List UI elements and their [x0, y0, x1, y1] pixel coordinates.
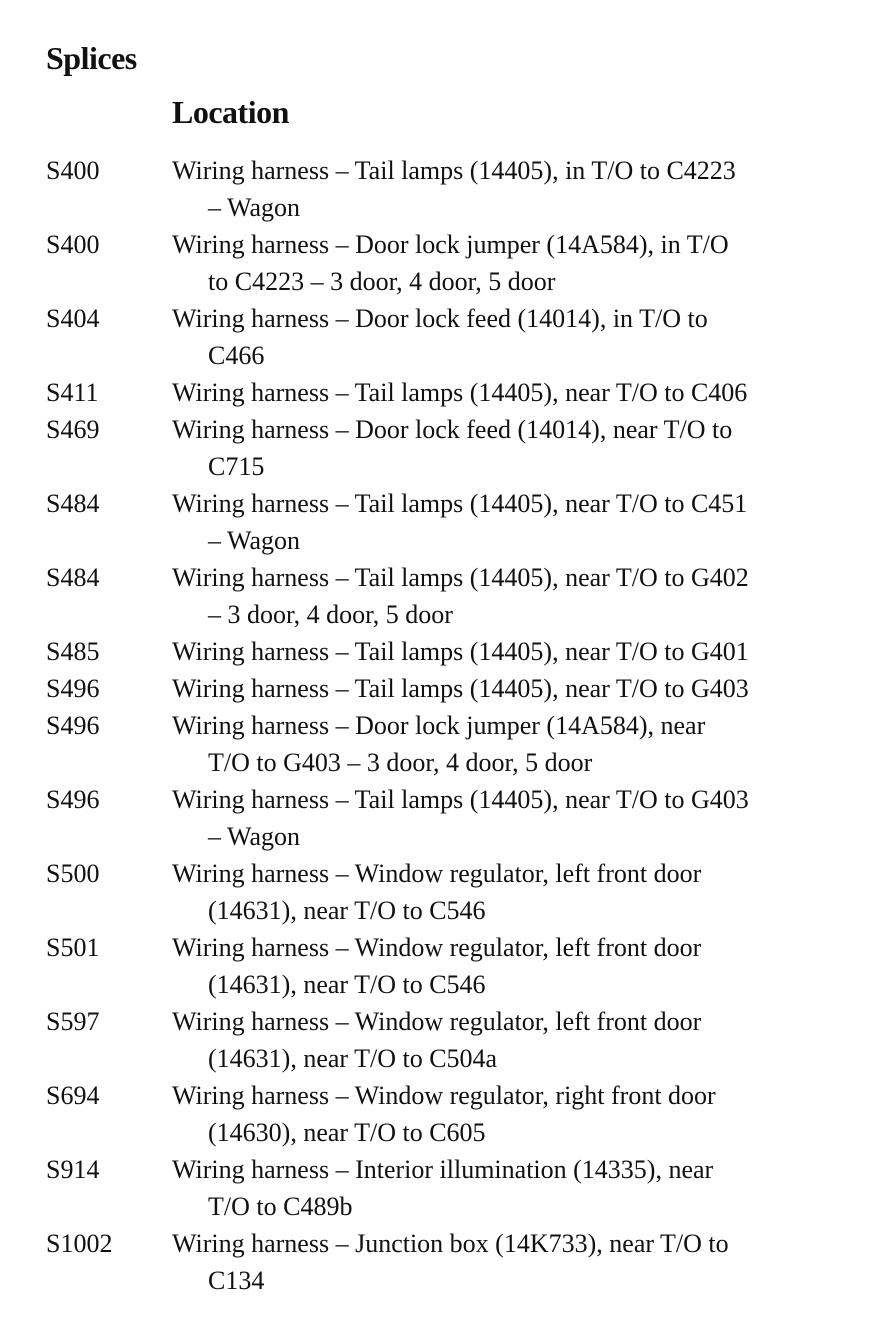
list-item [46, 485, 828, 559]
splice-location [172, 707, 828, 781]
splice-code: S400 [46, 230, 100, 259]
splice-code: S411 [46, 378, 99, 407]
splice-code: S694 [46, 1081, 100, 1110]
location-line-1: Wiring harness – Tail lamps (14405), in T/O to C4223 [172, 156, 736, 185]
splice-code: S485 [46, 637, 100, 666]
location-line-1: Wiring harness – Door lock feed (14014), near T/O to [172, 415, 733, 444]
location-line-1: Wiring harness – Tail lamps (14405), near T/O to C406 [172, 378, 748, 407]
splice-list [46, 152, 828, 1299]
splice-code: S500 [46, 859, 100, 888]
splice-location [172, 855, 828, 929]
splice-location [172, 670, 828, 707]
list-item [46, 300, 828, 374]
location-line-2: T/O to C489b [208, 1192, 353, 1221]
splice-code: S914 [46, 1155, 100, 1184]
splice-location [172, 374, 828, 411]
location-line-2: (14630), near T/O to C605 [208, 1118, 486, 1147]
splice-code: S501 [46, 933, 100, 962]
splice-location [172, 485, 828, 559]
list-item [46, 411, 828, 485]
location-line-1: Wiring harness – Window regulator, left front door [172, 933, 702, 962]
location-line-2: (14631), near T/O to C546 [208, 896, 486, 925]
splice-location [172, 559, 828, 633]
location-line-1: Wiring harness – Door lock feed (14014), in T/O to [172, 304, 708, 333]
location-line-1: Wiring harness – Junction box (14K733), near T/O to [172, 1229, 729, 1258]
list-item [46, 1225, 828, 1299]
list-item [46, 559, 828, 633]
splice-location [172, 411, 828, 485]
splice-location [172, 226, 828, 300]
splice-location [172, 781, 828, 855]
location-line-1: Wiring harness – Door lock jumper (14A584), near [172, 711, 706, 740]
splice-location [172, 152, 828, 226]
location-line-2: – Wagon [208, 822, 301, 851]
splice-location [172, 929, 828, 1003]
location-line-1: Wiring harness – Window regulator, right front door [172, 1081, 716, 1110]
list-item [46, 929, 828, 1003]
list-item [46, 226, 828, 300]
splice-code: S484 [46, 563, 100, 592]
splice-code: S400 [46, 156, 100, 185]
splice-code: S469 [46, 415, 100, 444]
location-line-1: Wiring harness – Tail lamps (14405), near T/O to G401 [172, 637, 749, 666]
column-heading-location: Location [172, 94, 289, 130]
list-item [46, 855, 828, 929]
splice-location [172, 300, 828, 374]
list-item [46, 670, 828, 707]
list-item [46, 781, 828, 855]
splice-code: S597 [46, 1007, 100, 1036]
list-item [46, 633, 828, 670]
location-line-1: Wiring harness – Tail lamps (14405), near T/O to C451 [172, 489, 748, 518]
location-line-1: Wiring harness – Tail lamps (14405), near T/O to G403 [172, 674, 749, 703]
location-line-2: (14631), near T/O to C546 [208, 970, 486, 999]
splice-location [172, 1151, 828, 1225]
splice-code: S1002 [46, 1229, 113, 1258]
location-line-1: Wiring harness – Window regulator, left front door [172, 859, 702, 888]
location-line-1: Wiring harness – Door lock jumper (14A584), in T/O [172, 230, 729, 259]
location-line-2: C466 [208, 341, 265, 370]
location-line-1: Wiring harness – Tail lamps (14405), near T/O to G403 [172, 785, 749, 814]
location-line-1: Wiring harness – Tail lamps (14405), near T/O to G402 [172, 563, 749, 592]
splice-code: S496 [46, 674, 100, 703]
list-item [46, 1077, 828, 1151]
location-line-2: C134 [208, 1266, 265, 1295]
splice-code: S404 [46, 304, 100, 333]
location-line-2: T/O to G403 – 3 door, 4 door, 5 door [208, 748, 593, 777]
splice-code: S484 [46, 489, 100, 518]
list-item [46, 152, 828, 226]
splice-code: S496 [46, 785, 100, 814]
page-title: Splices [46, 40, 137, 76]
list-item [46, 1003, 828, 1077]
location-line-2: (14631), near T/O to C504a [208, 1044, 498, 1073]
splice-location [172, 1003, 828, 1077]
list-item [46, 1151, 828, 1225]
location-line-2: – Wagon [208, 193, 301, 222]
location-line-2: – 3 door, 4 door, 5 door [208, 600, 453, 629]
splice-code: S496 [46, 711, 100, 740]
list-item [46, 374, 828, 411]
location-line-2: – Wagon [208, 526, 301, 555]
location-line-2: C715 [208, 452, 265, 481]
location-line-1: Wiring harness – Window regulator, left front door [172, 1007, 702, 1036]
location-line-1: Wiring harness – Interior illumination (14335), near [172, 1155, 714, 1184]
list-item [46, 707, 828, 781]
splice-location [172, 1077, 828, 1151]
location-line-2: to C4223 – 3 door, 4 door, 5 door [208, 267, 556, 296]
splice-location [172, 1225, 828, 1299]
splice-location [172, 633, 828, 670]
